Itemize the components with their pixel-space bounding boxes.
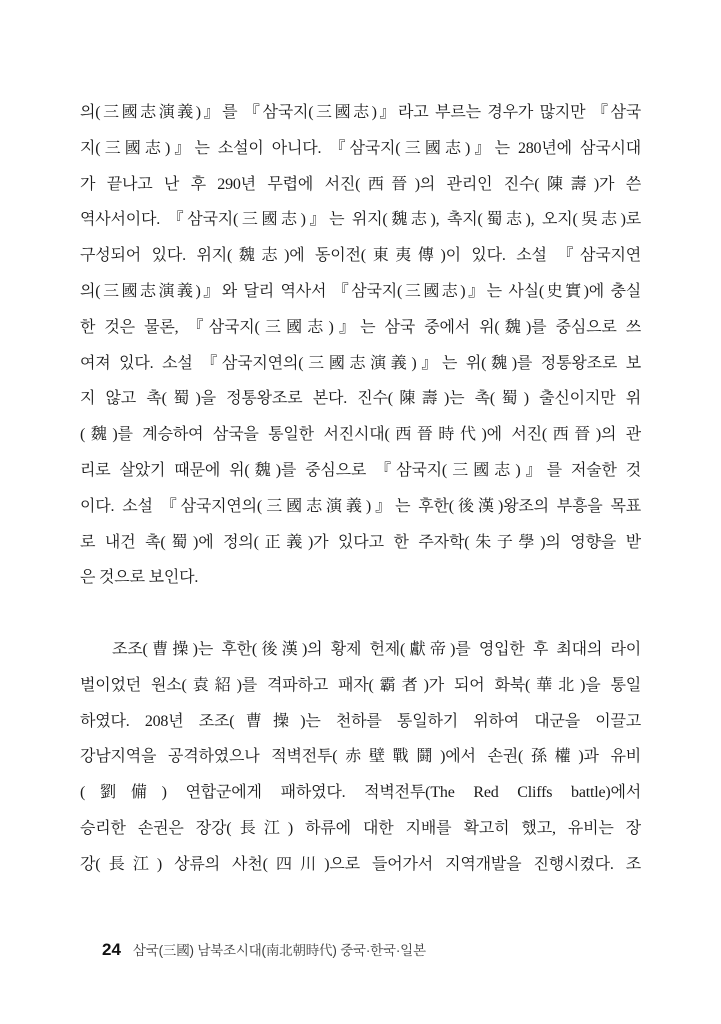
text-line: 리로 살았기 때문에 위(魏)를 중심으로 『삼국지(三國志)』를 저술한 것: [80, 461, 641, 479]
text-line: 은 것으로 보인다.: [80, 569, 199, 587]
paragraph-2: [80, 632, 641, 883]
text-line: 로 내건 촉(蜀)에 정의(正義)가 있다고 한 주자학(朱子學)의 영향을 받: [80, 533, 641, 551]
text-line: 의(三國志演義)』를 『삼국지(三國志)』라고 부르는 경우가 많지만 『삼국: [80, 104, 641, 121]
text-line: 한 것은 물론, 『삼국지(三國志)』는 삼국 중에서 위(魏)를 중심으로 쓰: [80, 318, 641, 336]
text-line: 지 않고 촉(蜀)을 정통왕조로 본다. 진수(陳壽)는 촉(蜀) 출신이지만 위: [80, 390, 641, 408]
text-line: 구성되어 있다. 위지(魏志)에 동이전(東夷傳)이 있다. 소설 『삼국지연: [80, 247, 641, 265]
text-line: 이다. 소설 『삼국지연의(三國志演義)』는 후한(後漢)왕조의 부흥을 목표: [80, 497, 641, 515]
text-line: 조조(曹操)는 후한(後漢)의 황제 헌제(獻帝)를 영입한 후 최대의 라이: [112, 640, 641, 658]
text-line: 지(三國志)』는 소설이 아니다. 『삼국지(三國志)』는 280년에 삼국시대: [80, 139, 641, 157]
paragraph-1: [80, 95, 641, 596]
text-line: 가 끝나고 난 후 290년 무렵에 서진(西晉)의 관리인 진수(陳壽)가 쓴: [80, 175, 641, 193]
text-line: 강(長江) 상류의 사천(四川)으로 들어가서 지역개발을 진행시켰다. 조: [80, 855, 641, 873]
text-line: 벌이었던 원소(袁紹)를 격파하고 패자(霸者)가 되어 화북(華北)을 통일: [80, 676, 641, 694]
text-line: (魏)를 계승하여 삼국을 통일한 서진시대(西晉時代)에 서진(西晉)의 관: [80, 426, 641, 444]
running-title: 삼국(三國) 남북조시대(南北朝時代) 중국·한국·일본: [132, 943, 426, 958]
text-line: 의(三國志演義)』와 달리 역사서 『삼국지(三國志)』는 사실(史實)에 충실: [80, 282, 641, 300]
text-line: 여져 있다. 소설 『삼국지연의(三國志演義)』는 위(魏)를 정통왕조로 보: [80, 354, 641, 372]
text-line: 하였다. 208년 조조(曹操)는 천하를 통일하기 위하여 대군을 이끌고: [80, 712, 641, 730]
page-footer: [102, 939, 426, 960]
text-line: 역사서이다. 『삼국지(三國志)』는 위지(魏志), 촉지(蜀志), 오지(吳志)로: [80, 211, 641, 229]
page-text: [80, 95, 641, 883]
page-number: 24: [102, 940, 121, 959]
text-line: (劉備) 연합군에게 패하였다. 적벽전투(The Red Cliffs battle)에서: [80, 784, 641, 802]
text-line: 승리한 손권은 장강(長江) 하류에 대한 지배를 확고히 했고, 유비는 장: [80, 819, 641, 837]
text-line: 강남지역을 공격하였으나 적벽전투(赤壁戰鬪)에서 손권(孫權)과 유비: [80, 748, 641, 766]
